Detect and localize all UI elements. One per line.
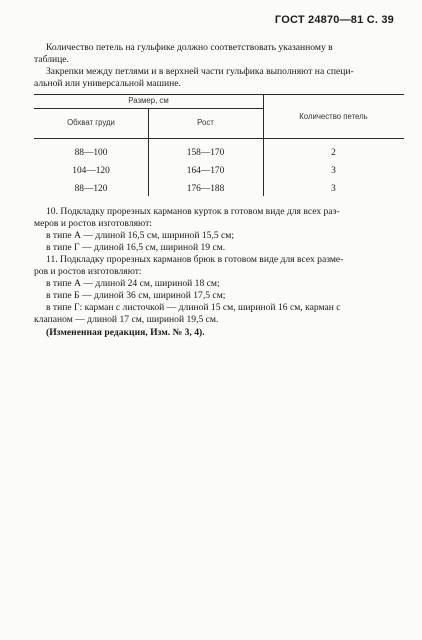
- section-11-line2: ров и ростов изготовляют:: [34, 266, 142, 277]
- table-row-2-height: 164—170: [186, 166, 225, 176]
- table-row-2-chest: 104—120: [72, 166, 110, 176]
- section-10-line2: меров и ростов изготовляют:: [34, 218, 152, 229]
- paragraph-tacks-line1: Закрепки между петлями и в верхней части гульфика выполняют на специ-: [46, 66, 354, 77]
- table-row-1-chest: 88—100: [74, 148, 108, 158]
- loops-table: [34, 94, 404, 196]
- table-col-count: Количество петель: [299, 112, 368, 121]
- section-11-line6: клапаном — длиной 17 см, шириной 19,5 см.: [34, 314, 219, 325]
- table-row-3-count: 3: [331, 184, 336, 194]
- section-11-line4: в типе Б — длиной 36 см, шириной 17,5 см;: [46, 290, 226, 301]
- table-divider-2: [263, 94, 264, 196]
- table-col-height: Рост: [197, 118, 214, 127]
- paragraph-tacks-line2: альной или универсальной машине.: [34, 78, 181, 89]
- table-row-3-height: 176—188: [186, 184, 225, 194]
- table-top-rule: [34, 94, 404, 95]
- section-10-line3: в типе А — длиной 16,5 см, шириной 15,5 см;: [46, 230, 235, 241]
- table-row-2-count: 3: [331, 166, 336, 176]
- table-row-1-height: 158—170: [186, 148, 225, 158]
- section-11-line1: 11. Подкладку прорезных карманов брюк в готовом виде для всех разме-: [46, 254, 344, 265]
- section-10-line4: в типе Г — длиной 16,5 см, шириной 19 см.: [46, 242, 226, 253]
- paragraph-loop-count-line2: таблице.: [34, 54, 69, 65]
- table-group-header: Размер, см: [128, 96, 169, 105]
- paragraph-loop-count-line1: Количество петель на гульфике должно соответствовать указанному в: [46, 42, 333, 53]
- section-11-line3: в типе А — длиной 24 см, шириной 18 см;: [46, 278, 220, 289]
- table-header-rule: [34, 138, 404, 139]
- table-col-chest: Обхват груди: [67, 118, 115, 127]
- revision-note: (Измененная редакция, Изм. № 3, 4).: [46, 327, 205, 338]
- section-10-line1: 10. Подкладку прорезных карманов курток в готовом виде для всех раз-: [46, 206, 340, 217]
- table-row-3-chest: 88—120: [74, 184, 108, 194]
- page-header: ГОСТ 24870—81 С. 39: [274, 14, 394, 26]
- section-11-line5: в типе Г: карман с листочкой — длиной 15 см, шириной 16 см, карман с: [46, 302, 341, 313]
- table-row-1-count: 2: [331, 148, 336, 158]
